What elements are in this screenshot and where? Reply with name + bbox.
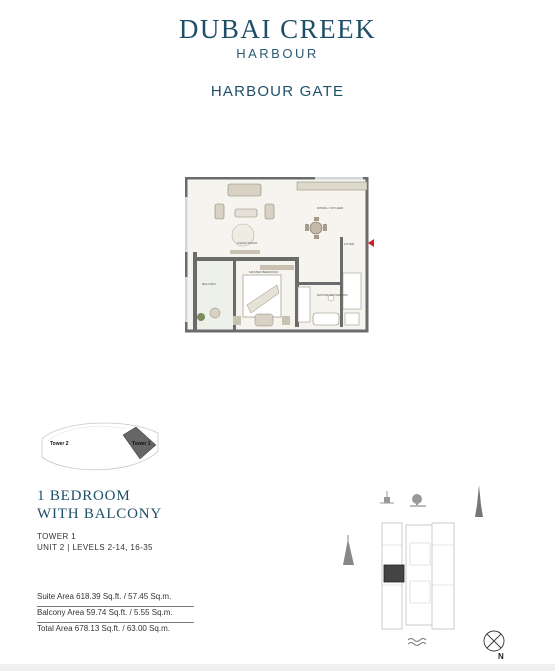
- water-icon: [408, 639, 426, 646]
- unit-levels: UNIT 2 | LEVELS 2-14, 16-35: [37, 543, 153, 552]
- kitchen-counter: [297, 182, 367, 190]
- tower-key-plan: [40, 417, 165, 475]
- bathtub: [313, 313, 339, 325]
- total-area: Total Area 678.13 Sq.ft. / 63.00 Sq.m.: [37, 624, 170, 633]
- compass-north-label: N: [498, 652, 504, 661]
- project-name: HARBOUR GATE: [210, 83, 345, 100]
- room-label-foyer: FOYER: [344, 242, 355, 246]
- brand-subtitle: HARBOUR: [236, 46, 319, 61]
- room-label-master-bedroom: MASTER BEDROOM: [249, 270, 278, 274]
- entry-marker: [368, 239, 374, 247]
- compass-icon: [484, 631, 504, 651]
- unit-location-highlight: [384, 565, 404, 582]
- room-label-living: LIVING ROOM: [237, 241, 258, 245]
- location-plan: [340, 485, 515, 655]
- bedroom-wall: [193, 257, 298, 261]
- unit-type-line1: 1 BEDROOM: [37, 488, 131, 504]
- suite-area: Suite Area 618.39 Sq.ft. / 57.45 Sq.m.: [37, 591, 194, 607]
- dining-table: [310, 222, 322, 234]
- park-icon: [410, 494, 426, 507]
- unit-type: [37, 487, 162, 523]
- room-label-balcony: BALCONY: [202, 282, 217, 286]
- cafe-icon: [380, 491, 394, 503]
- unit-type-line2: WITH BALCONY: [37, 506, 163, 522]
- sofa: [228, 184, 261, 196]
- balcony-area: Balcony Area 59.74 Sq.ft. / 5.55 Sq.m.: [37, 607, 194, 623]
- tower-name: TOWER 1: [37, 532, 77, 541]
- footer-strip: [0, 664, 555, 671]
- area-table: [37, 591, 194, 638]
- floor-plan: [185, 177, 375, 333]
- tower-2-label: Tower 2: [50, 441, 69, 447]
- eiffel-tower-icon: [343, 535, 354, 565]
- tower-info: [37, 531, 153, 553]
- room-label-dining-kitchen: DINING / KITCHEN: [317, 206, 344, 210]
- tower-1-label: Tower 1: [132, 441, 151, 447]
- room-label-master-bathroom: MASTER BATHROOM: [317, 293, 348, 297]
- wardrobe: [298, 287, 310, 322]
- burj-khalifa-icon: [475, 485, 483, 517]
- brand-title: DUBAI CREEK: [178, 14, 377, 44]
